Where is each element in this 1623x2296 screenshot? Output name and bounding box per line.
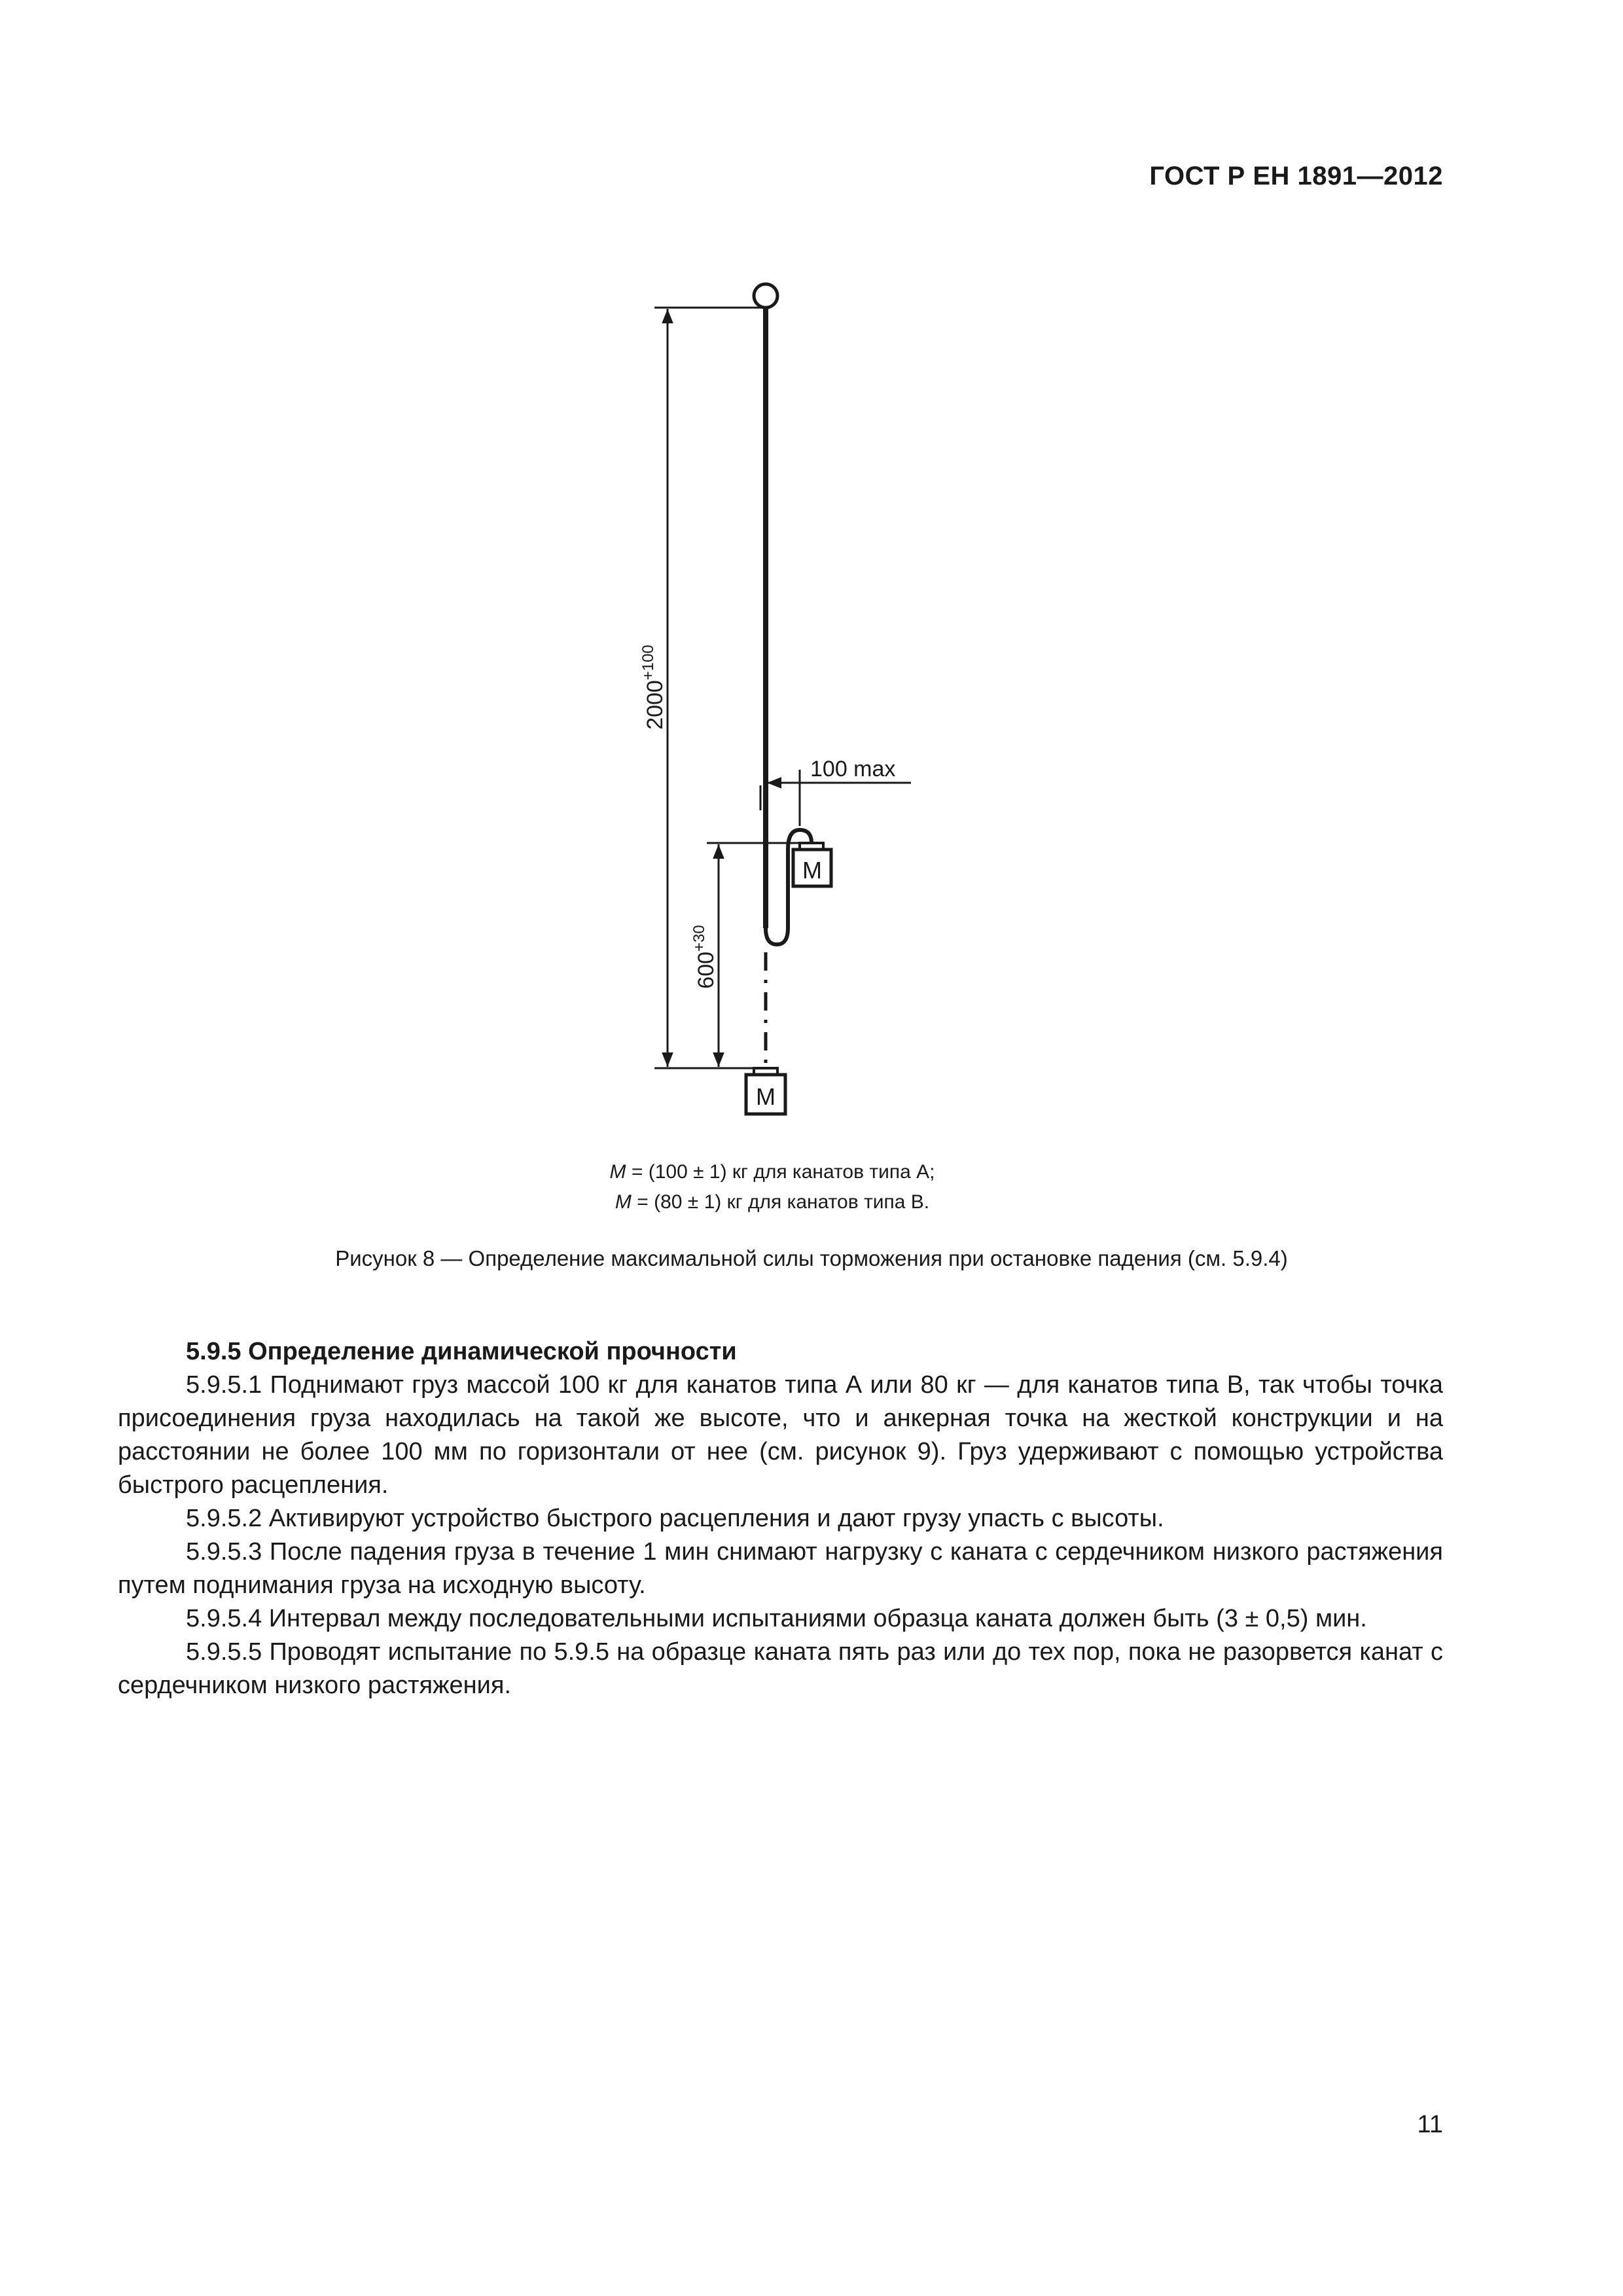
document-header: ГОСТ Р ЕН 1891—2012 — [1149, 162, 1443, 190]
weight-lower-label: M — [756, 1083, 776, 1110]
anchor-ring — [754, 284, 777, 308]
section-body — [118, 1335, 1443, 1702]
page-number: 11 — [1417, 2111, 1443, 2138]
weight-lower — [746, 1068, 785, 1114]
paragraph-5-9-5-3: 5.9.5.3 После падения груза в течение 1 мин снимают нагрузку с каната с сердечником низкого растяжения путем поднимания груза на исходную высоту. — [118, 1538, 1443, 1599]
paragraph-5-9-5-2: 5.9.5.2 Активируют устройство быстрого расцепления и дают грузу упасть с высоты. — [186, 1505, 1164, 1532]
dimension-label-2000: $2000^{+100}$ — [639, 645, 668, 730]
section-heading: 5.9.5 Определение динамической прочности — [186, 1338, 737, 1365]
paragraph-5-9-5-4: 5.9.5.4 Интервал между последовательными испытаниями образца каната должен быть (3 ± 0,5) мин. — [186, 1605, 1367, 1632]
weight-upper — [793, 843, 831, 886]
figure-caption: Рисунок 8 — Определение максимальной силы торможения при остановке падения (см. 5.9.4) — [335, 1246, 1288, 1270]
figure-legend — [524, 1157, 1021, 1217]
weight-upper-label: M — [802, 857, 822, 884]
paragraph-5-9-5-5: 5.9.5.5 Проводят испытание по 5.9.5 на образце каната пять раз или до тех пор, пока не разорвется канат с сердечником низкого растяжения. — [118, 1638, 1443, 1699]
paragraph-5-9-5-1: 5.9.5.1 Поднимают груз массой 100 кг для канатов типа А или 80 кг — для канатов типа В, так чтобы точка присоединения груза находилась на такой же высоте, что и анкерная точка на жесткой конструкции и на расстоянии не более 100 мм по горизонтали от нее (см. рисунок 9). Груз удерживают с помощью устройства быстрого расцепления. — [118, 1371, 1443, 1499]
dimension-label-600: $600^{+30}$ — [690, 925, 719, 989]
dimension-label-offset: 100 max — [810, 757, 896, 781]
legend-line-type-b: M = (80 ± 1) кг для канатов типа В. — [615, 1191, 930, 1213]
legend-line-type-a: M = (100 ± 1) кг для канатов типа А; — [609, 1161, 935, 1183]
